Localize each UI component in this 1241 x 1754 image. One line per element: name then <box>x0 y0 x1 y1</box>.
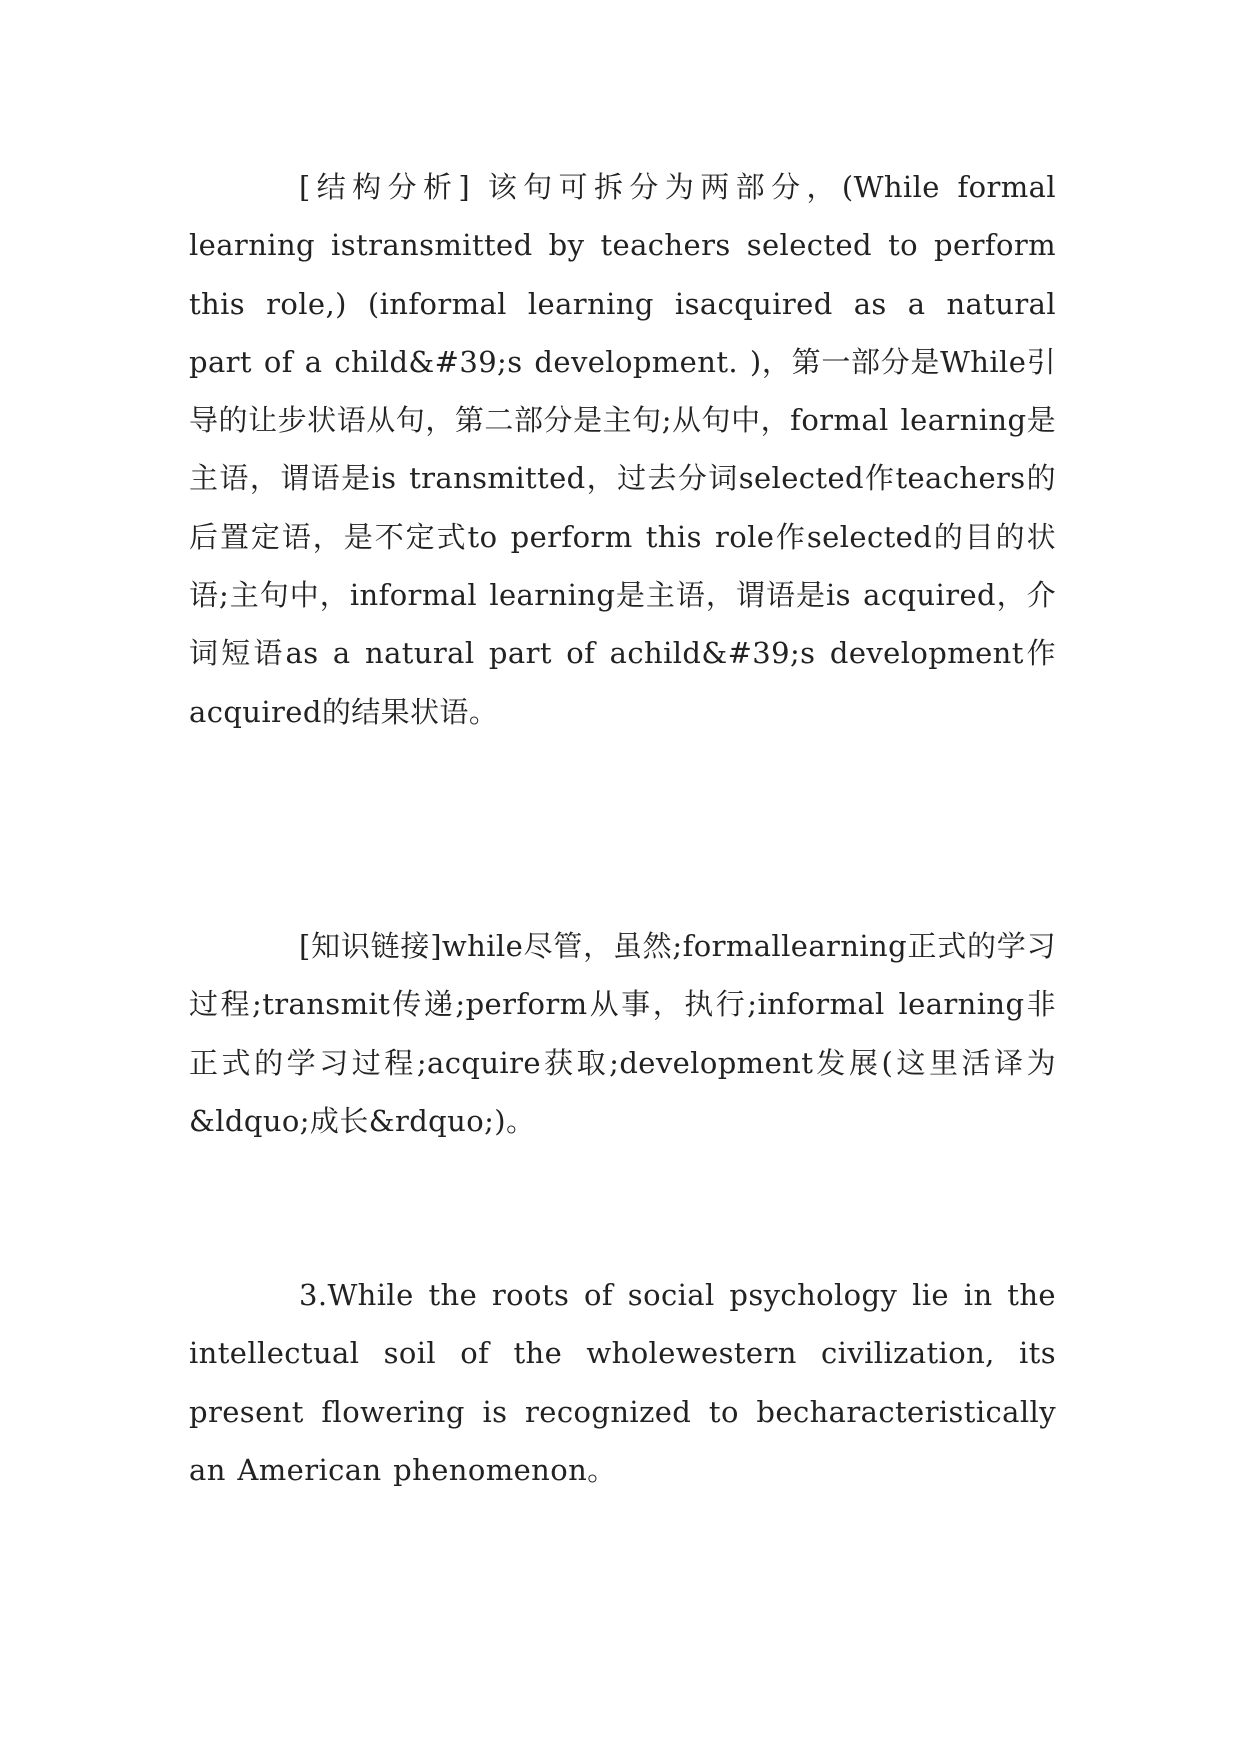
paragraph-knowledge-link: [知识链接]while尽管，虽然;formallearning正式的学习过程;transmit传递;perform从事，执行;informal learning非正式的学习过程;acquire获取;development发展(这里活译为&ldquo;成长&rdquo;)。 <box>189 929 1056 1138</box>
paragraph-sentence-3: 3.While the roots of social psychology lie in the intellectual soil of the wholewestern civilization, its present flowering is recognized to becharacteristically an American phenomenon。 <box>189 1278 1056 1487</box>
paragraph-structure-analysis: [结构分析] 该句可拆分为两部分，(While formal learning istransmitted by teachers selected to perform this role,) (informal learning isacquired as a natural part of a child&#39;s development. )，第一部分是While引导的让步状语从句，第二部分是主句;从句中，formal learning是主语，谓语是is transmitted，过去分词selected作teachers的后置定语，是不定式to perform this role作selected的目的状语;主句中，informal learning是主语，谓语是is acquired，介词短语as a natural part of achild&#39;s development作acquired的结果状语。 <box>189 170 1056 729</box>
